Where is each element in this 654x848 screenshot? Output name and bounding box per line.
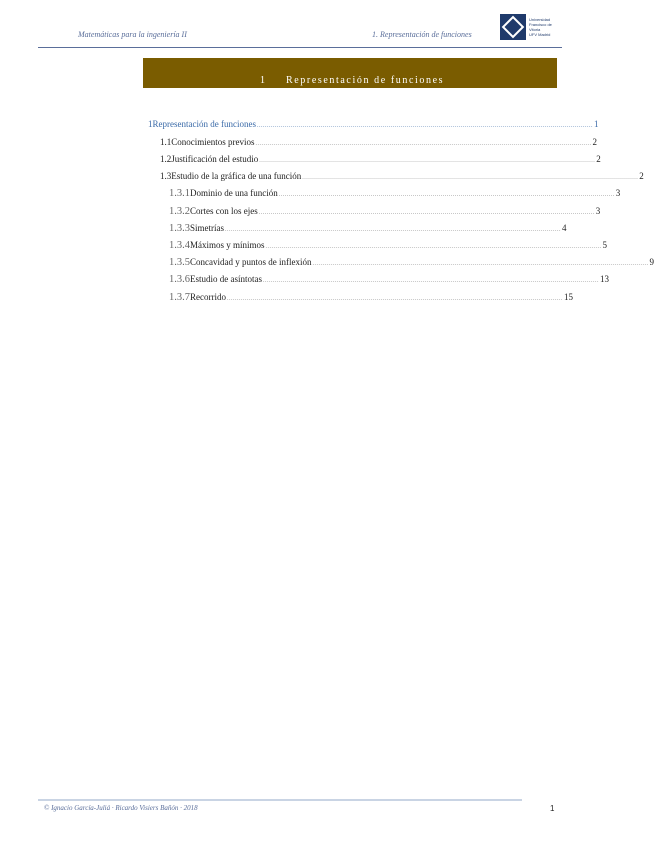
toc-leader: ........................................................................................................................................................................ — [227, 296, 563, 302]
toc-number: 1.3 — [160, 171, 172, 181]
toc-leader: ........................................................................................................................................................................ — [312, 261, 649, 267]
toc-number: 1.3.2 — [169, 206, 190, 217]
toc-entry-1-2[interactable] — [160, 153, 601, 167]
toc-entry-1-3-4[interactable] — [169, 239, 608, 253]
toc-entry-1-3[interactable] — [160, 170, 644, 184]
toc-entry-1-3-7[interactable] — [169, 291, 573, 305]
toc-page: 3 — [595, 206, 601, 216]
toc-label: Conocimientos previos — [171, 137, 255, 147]
toc-leader: ........................................................................................................................................................................ — [258, 210, 595, 216]
toc-leader: ........................................................................................................................................................................ — [263, 278, 599, 284]
logo-text: Universidad Francisco de Vitoria UFV Madrid — [529, 17, 552, 37]
toc-leader: ........................................................................................................................................................................ — [256, 123, 593, 129]
logo-icon — [500, 14, 526, 40]
toc-entry-1[interactable] — [148, 118, 599, 132]
chapter-title: Representación de funciones — [286, 75, 445, 86]
toc-number: 1 — [148, 119, 153, 129]
toc-entry-1-3-2[interactable] — [169, 205, 601, 219]
toc-number: 1.1 — [160, 137, 172, 147]
toc-leader: ........................................................................................................................................................................ — [302, 175, 639, 181]
page-number: 1 — [550, 804, 555, 813]
toc-label: Estudio de asíntotas — [190, 274, 262, 284]
toc-entry-1-3-1[interactable] — [169, 187, 621, 201]
toc-number: 1.3.6 — [169, 274, 190, 285]
toc-entry-1-3-6[interactable] — [169, 273, 609, 287]
toc-number: 1.3.4 — [169, 240, 190, 251]
toc-label: Dominio de una función — [190, 188, 278, 198]
header-chapter-title: 1. Representación de funciones — [372, 30, 472, 39]
toc-page: 13 — [600, 274, 609, 284]
footer-divider — [38, 799, 522, 801]
toc-number: 1.3.7 — [169, 292, 190, 303]
toc-entry-1-3-5[interactable] — [169, 256, 654, 270]
toc-leader: ........................................................................................................................................................................ — [259, 158, 596, 164]
toc-page: 2 — [596, 154, 601, 164]
toc-number: 1.3.5 — [169, 257, 190, 268]
toc-number: 1.3.3 — [169, 223, 190, 234]
toc-page: 3 — [615, 188, 621, 198]
toc-leader: ........................................................................................................................................................................ — [225, 227, 561, 233]
toc-page: 15 — [564, 292, 573, 302]
toc-leader: ........................................................................................................................................................................ — [255, 141, 592, 147]
toc-page: 9 — [649, 257, 654, 267]
chapter-title-bar — [143, 58, 557, 88]
toc-page: 2 — [639, 171, 644, 181]
header-course-title: Matemáticas para la ingeniería II — [78, 30, 187, 39]
toc-entry-1-3-3[interactable] — [169, 222, 567, 236]
toc-label: Concavidad y puntos de inflexión — [190, 257, 312, 267]
toc-label: Máximos y mínimos — [190, 240, 265, 250]
chapter-number: 1 — [260, 75, 266, 86]
toc-page: 2 — [592, 137, 597, 147]
toc-page: 5 — [602, 240, 608, 250]
toc-label: Justificación del estudio — [171, 154, 259, 164]
toc-label: Representación de funciones — [152, 119, 256, 129]
toc-label: Recorrido — [190, 292, 226, 302]
footer-copyright: © Ignacio García-Juliá · Ricardo Visiers Bañón · 2018 — [44, 804, 198, 812]
toc-number: 1.3.1 — [169, 188, 190, 199]
toc-label: Cortes con los ejes — [190, 206, 258, 216]
toc-page: 4 — [562, 223, 567, 233]
toc-entry-1-1[interactable] — [160, 136, 597, 150]
toc-page: 1 — [593, 119, 599, 129]
header-divider — [38, 47, 562, 48]
toc-label: Estudio de la gráfica de una función — [171, 171, 302, 181]
university-logo — [500, 12, 562, 42]
toc-label: Simetrías — [190, 223, 224, 233]
toc-number: 1.2 — [160, 154, 172, 164]
toc-leader: ........................................................................................................................................................................ — [265, 244, 602, 250]
toc-leader: ........................................................................................................................................................................ — [278, 192, 615, 198]
